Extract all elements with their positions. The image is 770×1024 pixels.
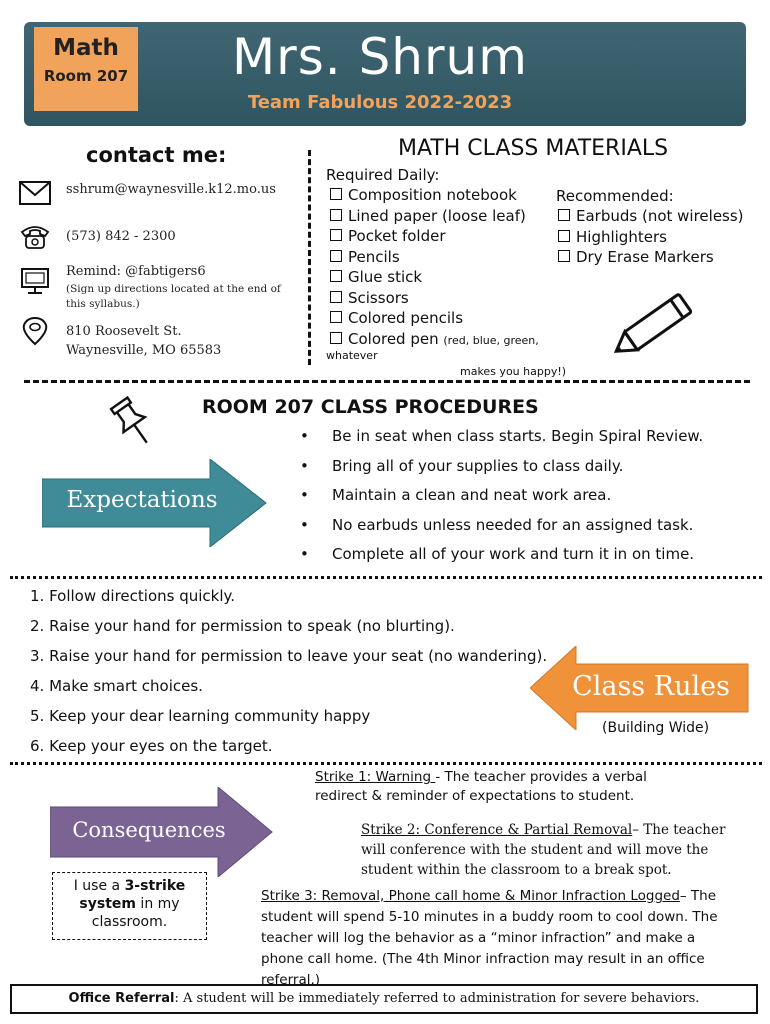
checkbox-icon <box>558 250 570 262</box>
tag-subject: Math <box>53 35 119 61</box>
recommended-item: Earbuds (not wireless) <box>558 206 744 227</box>
location-pin-icon <box>18 316 52 346</box>
checkbox-icon <box>330 209 342 221</box>
strike-1-text: - The teacher provides a verbal redirect & reminder of expectations to student. <box>315 769 647 804</box>
required-item: Glue stick <box>330 267 539 288</box>
checkbox-icon <box>558 230 570 242</box>
rule-item: 2. Raise your hand for permission to speak (no blurting). <box>30 617 455 635</box>
consequences-label: Consequences <box>72 818 226 842</box>
required-item: Scissors <box>330 288 539 309</box>
checkbox-icon <box>330 229 342 241</box>
checkbox-icon <box>330 291 342 303</box>
strike-3-title: Strike 3: Removal, Phone call home & Minor Infraction Logged <box>261 888 680 904</box>
required-item: Composition notebook <box>330 185 539 206</box>
pushpin-icon <box>108 395 158 451</box>
page-title: Mrs. Shrum <box>232 28 528 86</box>
rule-item: 1. Follow directions quickly. <box>30 587 236 605</box>
expectations-label: Expectations <box>66 487 218 513</box>
phone-icon <box>18 222 52 252</box>
procedure-item: • Bring all of your supplies to class daily. <box>300 456 624 475</box>
section-divider <box>10 762 762 765</box>
checkbox-icon <box>330 250 342 262</box>
pencil-icon <box>604 278 716 368</box>
contact-address-line2: Waynesville, MO 65583 <box>66 343 222 358</box>
strike-3 <box>261 886 741 991</box>
checkbox-icon <box>330 311 342 323</box>
class-rules-note: (Building Wide) <box>602 720 710 736</box>
recommended-item: Dry Erase Markers <box>558 247 744 268</box>
office-referral-label: Office Referral <box>68 991 175 1006</box>
contact-heading: contact me: <box>86 143 227 167</box>
procedures-heading: ROOM 207 CLASS PROCEDURES <box>202 396 539 418</box>
required-item: Pencils <box>330 247 539 268</box>
office-referral-text: : A student will be immediately referred to administration for severe behaviors. <box>174 991 700 1006</box>
strike-3-text: – The student will spend 5-10 minutes in a buddy room to cool down. The teacher will log the behavior as a “minor infraction” and make a phone call home. (The 4th Minor infraction may result in an office referral.) <box>261 888 718 988</box>
recommended-label: Recommended: <box>556 187 674 205</box>
checkbox-icon <box>330 270 342 282</box>
materials-heading: MATH CLASS MATERIALS <box>398 136 669 161</box>
procedures-list <box>300 422 703 570</box>
procedure-item: • Complete all of your work and turn it in on time. <box>300 545 695 563</box>
rule-item: 5. Keep your dear learning community happy <box>30 707 371 725</box>
required-list <box>330 185 539 351</box>
required-label: Required Daily: <box>326 166 440 184</box>
room-tag <box>34 27 138 111</box>
contact-remind[interactable]: Remind: @fabtigers6 <box>66 264 206 279</box>
recommended-list <box>558 206 744 268</box>
section-divider <box>10 576 762 579</box>
required-item: Lined paper (loose leaf) <box>330 206 539 227</box>
contact-email[interactable]: sshrum@waynesville.k12.mo.us <box>66 182 276 197</box>
rule-item: 6. Keep your eyes on the target. <box>30 737 273 755</box>
recommended-item: Highlighters <box>558 227 744 248</box>
strike-system-note: I use a 3-strike system in my classroom. <box>52 872 207 940</box>
required-item-end: makes you happy!) <box>460 365 567 378</box>
tag-room: Room 207 <box>43 67 129 85</box>
procedure-item: • Be in seat when class starts. Begin Spiral Review. <box>300 427 704 445</box>
contact-phone[interactable]: (573) 842 - 2300 <box>66 229 176 244</box>
contact-remind-note: (Sign up directions located at the end of this syllabus.) <box>66 283 281 310</box>
strike-1-title: Strike 1: Warning <box>315 769 436 785</box>
procedure-item: • Maintain a clean and neat work area. <box>300 486 612 504</box>
strike-2-title: Strike 2: Conference & Partial Removal <box>361 822 633 838</box>
required-item: Pocket folder <box>330 226 539 247</box>
checkbox-icon <box>330 332 342 344</box>
checkbox-icon <box>330 188 342 200</box>
rules-list <box>30 581 547 761</box>
required-item: Colored pen (red, blue, green, <box>330 329 539 352</box>
class-rules-label: Class Rules <box>572 671 730 702</box>
section-divider <box>24 380 750 383</box>
strike-2-text: – The teacher will conference with the student and will move the student within the classroom to a break spot. <box>361 822 726 878</box>
required-item-cont: whatever <box>326 349 378 362</box>
column-divider <box>308 150 311 365</box>
office-referral-box <box>10 984 758 1014</box>
page-subtitle: Team Fabulous 2022-2023 <box>247 92 513 113</box>
strike-2 <box>361 820 746 880</box>
computer-icon <box>18 266 52 296</box>
contact-address-line1: 810 Roosevelt St. <box>66 324 182 339</box>
required-item: Colored pencils <box>330 308 539 329</box>
checkbox-icon <box>558 209 570 221</box>
envelope-icon <box>18 178 52 208</box>
rule-item: 3. Raise your hand for permission to leave your seat (no wandering). <box>30 647 548 665</box>
procedure-item: • No earbuds unless needed for an assigned task. <box>300 515 694 534</box>
rule-item: 4. Make smart choices. <box>30 677 203 695</box>
strike-1 <box>315 768 695 806</box>
